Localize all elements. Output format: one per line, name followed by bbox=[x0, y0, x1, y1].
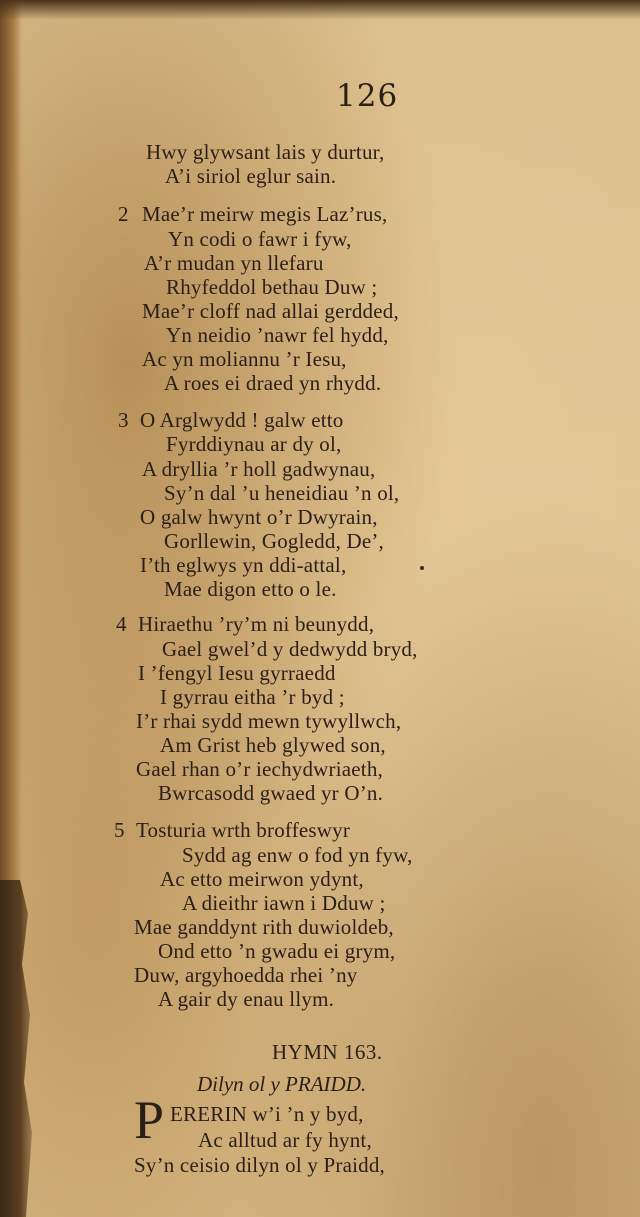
verse-line: A dieithr iawn i Dduw ; bbox=[182, 891, 386, 915]
verse-line: Am Grist heb glywed son, bbox=[160, 733, 386, 757]
hymn-subtitle: Dilyn ol y PRAIDD. bbox=[197, 1072, 367, 1096]
verse-line: Duw, argyhoedda rhei ’ny bbox=[134, 963, 358, 987]
drop-capital: P bbox=[134, 1090, 165, 1150]
stanza-number: 2 bbox=[118, 202, 129, 226]
page-edge-top bbox=[0, 0, 640, 20]
verse-line: I ’fengyl Iesu gyrraedd bbox=[138, 661, 336, 685]
verse-line: O galw hwynt o’r Dwyrain, bbox=[140, 505, 378, 529]
verse-line: Mae ganddynt rith duwioldeb, bbox=[134, 915, 394, 939]
verse-line: A roes ei draed yn rhydd. bbox=[164, 371, 382, 395]
stanza-number: 3 bbox=[118, 408, 129, 432]
verse-line: Hwy glywsant lais y durtur, bbox=[146, 140, 385, 164]
torn-page-corner bbox=[0, 880, 40, 1217]
verse-line: Gael rhan o’r iechydwriaeth, bbox=[136, 757, 383, 781]
verse-line: Sydd ag enw o fod yn fyw, bbox=[182, 843, 413, 867]
stanza-number: 4 bbox=[116, 612, 127, 636]
verse-line: Ac alltud ar fy hynt, bbox=[198, 1128, 372, 1152]
verse-line: Ac etto meirwon ydynt, bbox=[160, 867, 364, 891]
verse-line: Tosturia wrth broffeswyr bbox=[136, 818, 351, 842]
verse-line: Yn codi o fawr i fyw, bbox=[168, 227, 352, 251]
stanza-number: 5 bbox=[114, 818, 125, 842]
verse-line: Ac yn moliannu ’r Iesu, bbox=[142, 347, 347, 371]
verse-line: Fyrddiynau ar dy ol, bbox=[166, 432, 342, 456]
ink-speck bbox=[420, 566, 424, 570]
verse-line: Gorllewin, Gogledd, De’, bbox=[164, 529, 384, 553]
verse-line: Rhyfeddol bethau Duw ; bbox=[166, 275, 378, 299]
verse-line: Sy’n dal ’u heneidiau ’n ol, bbox=[164, 481, 400, 505]
verse-line: Gael gwel’d y dedwydd bryd, bbox=[162, 637, 418, 661]
verse-line: A’r mudan yn llefaru bbox=[144, 251, 324, 275]
verse-line: Sy’n ceisio dilyn ol y Praidd, bbox=[134, 1153, 385, 1177]
hymn-title: HYMN 163. bbox=[272, 1040, 383, 1064]
verse-line: I gyrrau eitha ’r byd ; bbox=[160, 685, 345, 709]
verse-line: ERERIN w’i ’n y byd, bbox=[170, 1102, 364, 1126]
verse-line: A’i siriol eglur sain. bbox=[165, 164, 337, 188]
verse-line: Bwrcasodd gwaed yr O’n. bbox=[158, 781, 384, 805]
verse-line: Yn neidio ’nawr fel hydd, bbox=[166, 323, 389, 347]
verse-line: A dryllia ’r holl gadwynau, bbox=[142, 457, 376, 481]
verse-line: I’r rhai sydd mewn tywyllwch, bbox=[136, 709, 402, 733]
verse-line: Mae digon etto o le. bbox=[164, 577, 337, 601]
verse-line: Mae’r cloff nad allai gerdded, bbox=[142, 299, 399, 323]
verse-line: Ond etto ’n gwadu ei grym, bbox=[158, 939, 396, 963]
page-number: 126 bbox=[336, 78, 399, 114]
verse-line: Mae’r meirw megis Laz’rus, bbox=[142, 202, 388, 226]
verse-line: A gair dy enau llym. bbox=[158, 987, 335, 1011]
verse-line: I’th eglwys yn ddi-attal, bbox=[140, 553, 347, 577]
verse-line: Hiraethu ’ry’m ni beunydd, bbox=[138, 612, 375, 636]
verse-line: O Arglwydd ! galw etto bbox=[140, 408, 344, 432]
